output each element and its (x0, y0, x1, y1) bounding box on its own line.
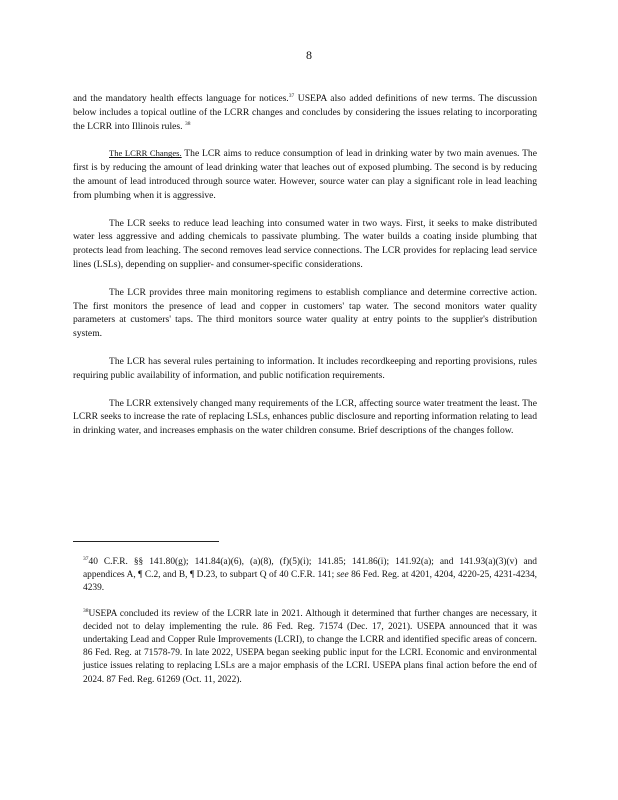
footnotes (73, 556, 537, 687)
paragraph-intro-text-b: USEPA also added definitions of new terms. The discussion below includes a topical outline of the LCRR changes and concludes by considering the issues relating to incorporating the LCRR into Illinois rules. (73, 93, 538, 132)
paragraph-monitoring: The LCR provides three main monitoring regimens to establish compliance and determine corrective action. The first monitors the presence of lead and copper in customers' tap water. The second monitors water quality parameters at customers' taps. The third monitors source water quality at entry points to the supplier's distribution system. (73, 286, 537, 340)
page-number: 8 (306, 48, 312, 62)
footnote-37 (73, 556, 537, 596)
paragraph-lead-leaching: The LCR seeks to reduce lead leaching into consumed water in two ways. First, it seeks to make distributed water less aggressive and adding chemicals to passivate plumbing. The water builds a coating inside plumbing that protects lead from leaching. The second removes lead service connections. The LCR provides for replacing lead service lines (LSLs), depending on supplier- and consumer-specific considerations. (73, 217, 537, 270)
paragraph-intro (73, 92, 537, 133)
footnote-number-37: 37 (83, 556, 89, 562)
footnote-37-text-b: 86 Fed. Reg. at 4201, 4204, 4220-25, 4231-4234, 4239. (83, 570, 537, 594)
footnote-37-text-a: 40 C.F.R. §§ 141.80(g); 141.84(a)(6), (a)(8), (f)(5)(i); 141.85; 141.86(i); 141.92(a); and 141.93(a)(3)(v) and appendices A, ¶ C.2, and B, ¶ D.23, to subpart Q of 40 C.F.R. 141; (83, 557, 537, 581)
section-heading: The LCRR Changes. (109, 148, 182, 159)
paragraph-lcrr-summary: The LCRR extensively changed many requirements of the LCR, affecting source water treatment the least. The LCRR seeks to increase the rate of replacing LSLs, enhances public disclosure and reporting information relating to lead in drinking water, and increases emphasis on the water children consume. Brief descriptions of the changes follow. (73, 397, 537, 437)
paragraph-lcrr-changes-text: The LCR aims to reduce consumption of lead in drinking water by two main avenues. The first is by reducing the amount of lead drinking water that leaches out of exposed plumbing. The second is by reducing the amount of lead introduced through source water. However, source water can play a significant role in lead leaching from plumbing when it is aggressive. (73, 148, 537, 201)
paragraph-lcrr-changes (73, 147, 537, 202)
paragraph-information: The LCR has several rules pertaining to information. It includes recordkeeping and reporting provisions, rules requiring public availability of information, and public notification requirements. (73, 355, 537, 381)
footnote-separator (73, 541, 219, 542)
footnote-ref-38[interactable]: 38 (184, 120, 191, 127)
footnote-37-see: see (336, 570, 349, 581)
footnote-ref-37[interactable]: 37 (288, 93, 295, 99)
footnote-38 (73, 608, 537, 687)
footnote-number-38: 38 (83, 607, 89, 614)
body-text (73, 92, 537, 452)
footnote-38-text: USEPA concluded its review of the LCRR late in 2021. Although it determined that further changes are necessary, it decided not to delay implementing the rule. 86 Fed. Reg. 71574 (Dec. 17, 2021). USEPA announced that it was undertaking Lead and Copper Rule Improvements (LCRI), to change the LCRR and identified specific areas of concern. 86 Fed. Reg. at 71578-79. In late 2022, USEPA began seeking public input for the LCRI. Economic and environmental justice issues relating to replacing LSLs are a major emphasis of the LCRI. USEPA plans final action before the end of 2024. 87 Fed. Reg. 61269 (Oct. 11, 2022). (83, 608, 537, 685)
paragraph-intro-text-a: and the mandatory health effects language for notices. (73, 93, 289, 104)
